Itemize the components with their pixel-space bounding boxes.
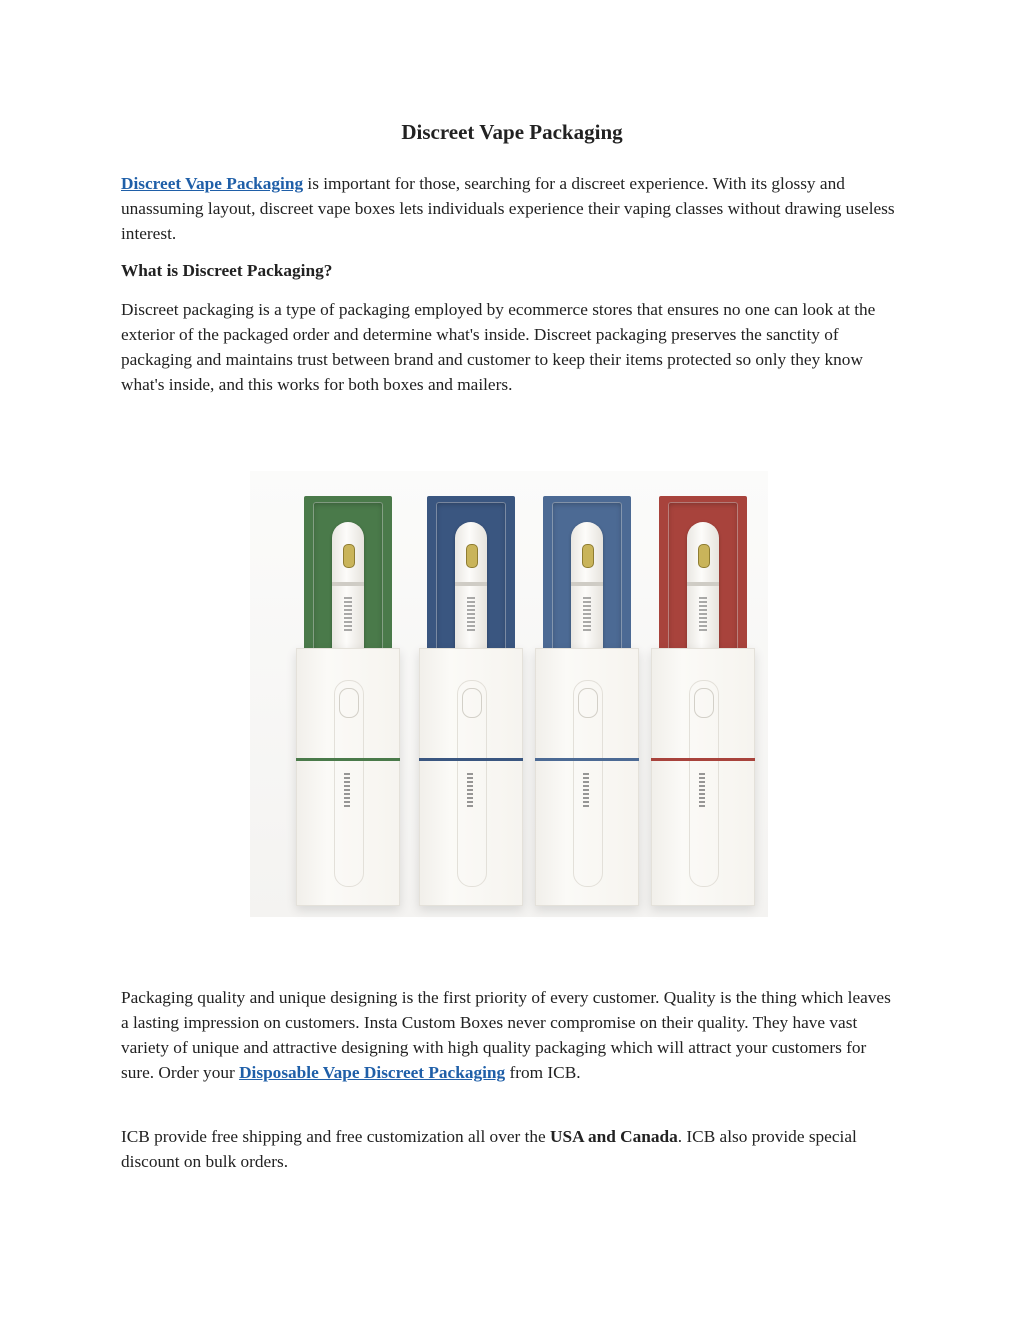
- sleeve-label: [699, 773, 705, 807]
- pen-band: [332, 582, 364, 586]
- shipping-text: ICB provide free shipping and free customization all over the: [121, 1127, 551, 1146]
- sleeve-slot: [694, 688, 714, 718]
- vape-box-navy: [427, 496, 515, 906]
- pen-window: [582, 544, 594, 568]
- discreet-vape-packaging-link[interactable]: Discreet Vape Packaging: [121, 174, 304, 193]
- shipping-text-end: . ICB also provide special discount on bulk orders.: [121, 1127, 857, 1171]
- vape-box-blue: [543, 496, 631, 906]
- pen-label: [583, 597, 591, 633]
- sleeve-label: [344, 773, 350, 807]
- product-photo: [250, 471, 768, 917]
- pen-band: [571, 582, 603, 586]
- pen-window: [343, 544, 355, 568]
- disposable-vape-discreet-packaging-link[interactable]: Disposable Vape Discreet Packaging: [239, 1063, 506, 1082]
- color-stripe: [535, 758, 639, 761]
- sleeve-slot: [339, 688, 359, 718]
- sleeve-label: [467, 773, 473, 807]
- vape-box-red: [659, 496, 747, 906]
- sleeve-slot: [462, 688, 482, 718]
- intro-paragraph: [121, 171, 901, 246]
- pen-label: [699, 597, 707, 633]
- quality-paragraph: [121, 985, 901, 1085]
- pen-band: [455, 582, 487, 586]
- shipping-paragraph: [121, 1124, 901, 1174]
- vape-box-green: [304, 496, 392, 906]
- section-heading: What is Discreet Packaging?: [121, 261, 333, 280]
- white-sleeve: [296, 648, 400, 906]
- pen-window: [698, 544, 710, 568]
- definition-paragraph: Discreet packaging is a type of packaging employed by ecommerce stores that ensures no one can look at the exterior of the packaged order and determine what's inside. Discreet packaging preserves the sanctity of packaging and maintains trust between brand and customer to keep their items protected so only they know what's inside, and this works for both boxes and mailers.: [121, 300, 876, 394]
- color-stripe: [651, 758, 755, 761]
- quality-text-end: from ICB.: [505, 1063, 581, 1082]
- pen-label: [344, 597, 352, 633]
- white-sleeve: [651, 648, 755, 906]
- pen-label: [467, 597, 475, 633]
- intro-text: is important for those, searching for a discreet experience. With its glossy and unassuming layout, discreet vape boxes lets individuals experience their vaping classes without drawing useless interest.: [121, 174, 895, 243]
- shipping-region: USA and Canada: [550, 1127, 678, 1146]
- white-sleeve: [535, 648, 639, 906]
- pen-band: [687, 582, 719, 586]
- color-stripe: [419, 758, 523, 761]
- sleeve-label: [583, 773, 589, 807]
- sleeve-slot: [578, 688, 598, 718]
- quality-text: Packaging quality and unique designing is the first priority of every customer. Quality is the thing which leaves a lasting impression on customers. Insta Custom Boxes never compromise on their quality. They have vast variety of unique and attractive designing with high quality packaging which will attract your customers for sure. Order your: [121, 988, 891, 1082]
- white-sleeve: [419, 648, 523, 906]
- pen-window: [466, 544, 478, 568]
- color-stripe: [296, 758, 400, 761]
- page-title: Discreet Vape Packaging: [401, 120, 623, 144]
